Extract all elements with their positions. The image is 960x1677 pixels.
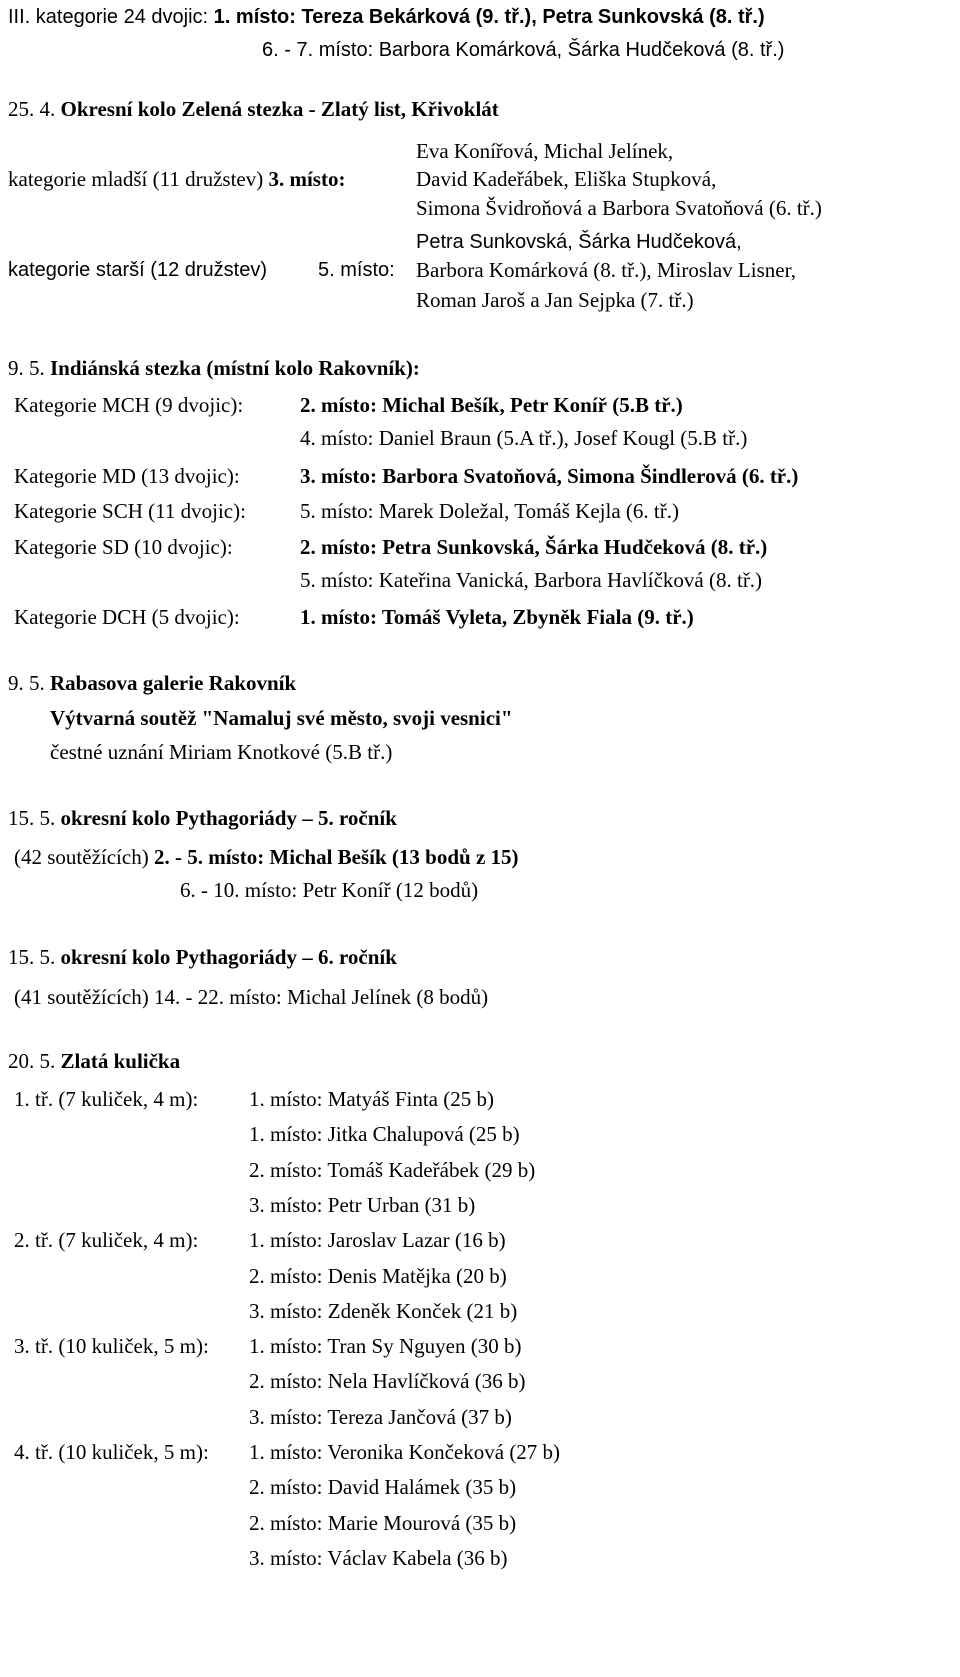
- pyth5-result: 2. - 5. místo: Michal Bešík (13 bodů z 15): [153, 845, 519, 869]
- kulicka-result: 1. místo: Tran Sy Nguyen (30 b): [249, 1334, 522, 1358]
- zelena-starsi-names1: Petra Sunkovská, Šárka Hudčeková,: [416, 231, 742, 253]
- rabas-award: čestné uznání Miriam Knotkové (5.B tř.): [50, 740, 393, 764]
- zelena-starsi-cat: kategorie starší (12 družstev): [8, 259, 267, 281]
- indianska-sd-r1: 2. místo: Petra Sunkovská, Šárka Hudčeková (8. tř.): [300, 535, 768, 559]
- kulicka-result: 3. místo: Petr Urban (31 b): [249, 1193, 476, 1217]
- kulicka-result: 1. místo: Veronika Končeková (27 b): [249, 1440, 561, 1464]
- kulicka-result: 3. místo: Tereza Jančová (37 b): [249, 1405, 512, 1429]
- indianska-sd-cat: Kategorie SD (10 dvojic):: [14, 535, 233, 559]
- pyth5-line1: [14, 845, 519, 869]
- indianska-title: Indiánská stezka (místní kolo Rakovník):: [50, 356, 420, 380]
- kulicka-result: 2. místo: Marie Mourová (35 b): [249, 1511, 517, 1535]
- zelena-heading: [8, 97, 499, 121]
- zelena-mladsi-line: [8, 167, 345, 191]
- pyth6-title: okresní kolo Pythagoriády – 6. ročník: [60, 945, 397, 969]
- pyth5-pre: (42 soutěžících): [14, 845, 154, 869]
- kulicka-heading: [8, 1049, 180, 1073]
- indianska-dch-r1: 1. místo: Tomáš Vyleta, Zbyněk Fiala (9. tř.): [300, 605, 694, 629]
- indianska-sch-r1: 5. místo: Marek Doležal, Tomáš Kejla (6. tř.): [300, 499, 679, 523]
- indianska-md-r1: 3. místo: Barbora Svatoňová, Simona Šindlerová (6. tř.): [300, 464, 799, 488]
- zelena-mladsi-place: 3. místo:: [268, 167, 346, 191]
- pyth5-heading: [8, 806, 397, 830]
- indianska-mch-r1: 2. místo: Michal Bešík, Petr Koníř (5.B tř.): [300, 393, 683, 417]
- kulicka-date: 20. 5.: [8, 1049, 61, 1073]
- kulicka-category: 4. tř. (10 kuliček, 5 m):: [14, 1440, 209, 1464]
- zelena-mladsi-names1: Eva Konířová, Michal Jelínek,: [416, 139, 674, 163]
- kulicka-result: 2. místo: David Halámek (35 b): [249, 1475, 517, 1499]
- sec-iii-winners: 1. místo: Tereza Bekárková (9. tř.), Petra Sunkovská (8. tř.): [213, 6, 765, 28]
- zelena-starsi-place: 5. místo:: [318, 259, 395, 281]
- indianska-dch-cat: Kategorie DCH (5 dvojic):: [14, 605, 240, 629]
- kulicka-result: 1. místo: Matyáš Finta (25 b): [249, 1087, 494, 1111]
- kulicka-result: 2. místo: Nela Havlíčková (36 b): [249, 1369, 526, 1393]
- zelena-title: Okresní kolo Zelená stezka - Zlatý list, Křivoklát: [60, 97, 499, 121]
- zelena-mladsi-names2: David Kadeřábek, Eliška Stupková,: [416, 167, 717, 191]
- indianska-heading: [8, 356, 420, 380]
- pyth5-date: 15. 5.: [8, 806, 61, 830]
- pyth6-line: (41 soutěžících) 14. - 22. místo: Michal Jelínek (8 bodů): [14, 985, 489, 1009]
- zelena-starsi-names3: Roman Jaroš a Jan Sejpka (7. tř.): [416, 288, 694, 312]
- sec-iii-pre: III. kategorie 24 dvojic:: [8, 6, 214, 28]
- kulicka-result: 1. místo: Jaroslav Lazar (16 b): [249, 1228, 506, 1252]
- kulicka-category: 2. tř. (7 kuliček, 4 m):: [14, 1228, 199, 1252]
- kulicka-result: 2. místo: Tomáš Kadeřábek (29 b): [249, 1158, 536, 1182]
- indianska-date: 9. 5.: [8, 356, 50, 380]
- pyth5-line2: 6. - 10. místo: Petr Koníř (12 bodů): [180, 878, 479, 902]
- zelena-mladsi-cat: kategorie mladší (11 družstev): [8, 167, 269, 191]
- kulicka-result: 2. místo: Denis Matějka (20 b): [249, 1264, 507, 1288]
- kulicka-category: 1. tř. (7 kuliček, 4 m):: [14, 1087, 199, 1111]
- pyth6-date: 15. 5.: [8, 945, 61, 969]
- kulicka-result: 3. místo: Václav Kabela (36 b): [249, 1546, 508, 1570]
- zelena-date: 25. 4.: [8, 97, 61, 121]
- pyth5-title: okresní kolo Pythagoriády – 5. ročník: [60, 806, 397, 830]
- rabas-heading: [8, 671, 296, 695]
- kulicka-category: 3. tř. (10 kuliček, 5 m):: [14, 1334, 209, 1358]
- pyth6-heading: [8, 945, 397, 969]
- indianska-sd-r2: 5. místo: Kateřina Vanická, Barbora Havlíčková (8. tř.): [300, 568, 763, 592]
- rabas-date: 9. 5.: [8, 671, 50, 695]
- zelena-mladsi-names3: Simona Švidroňová a Barbora Svatoňová (6. tř.): [416, 196, 822, 220]
- indianska-md-cat: Kategorie MD (13 dvojic):: [14, 464, 240, 488]
- indianska-mch-cat: Kategorie MCH (9 dvojic):: [14, 393, 244, 417]
- indianska-sch-cat: Kategorie SCH (11 dvojic):: [14, 499, 246, 523]
- kulicka-title: Zlatá kulička: [60, 1049, 181, 1073]
- rabas-contest: Výtvarná soutěž "Namaluj své město, svoji vesnici": [50, 706, 513, 730]
- sec-iii-line2: 6. - 7. místo: Barbora Komárková, Šárka Hudčeková (8. tř.): [262, 39, 785, 61]
- sec-iii-line1: [8, 4, 765, 29]
- kulicka-result: 3. místo: Zdeněk Konček (21 b): [249, 1299, 518, 1323]
- rabas-title: Rabasova galerie Rakovník: [50, 671, 297, 695]
- kulicka-result: 1. místo: Jitka Chalupová (25 b): [249, 1122, 520, 1146]
- indianska-mch-r2: 4. místo: Daniel Braun (5.A tř.), Josef Kougl (5.B tř.): [300, 426, 748, 450]
- zelena-starsi-names2: Barbora Komárková (8. tř.), Miroslav Lisner,: [416, 258, 796, 282]
